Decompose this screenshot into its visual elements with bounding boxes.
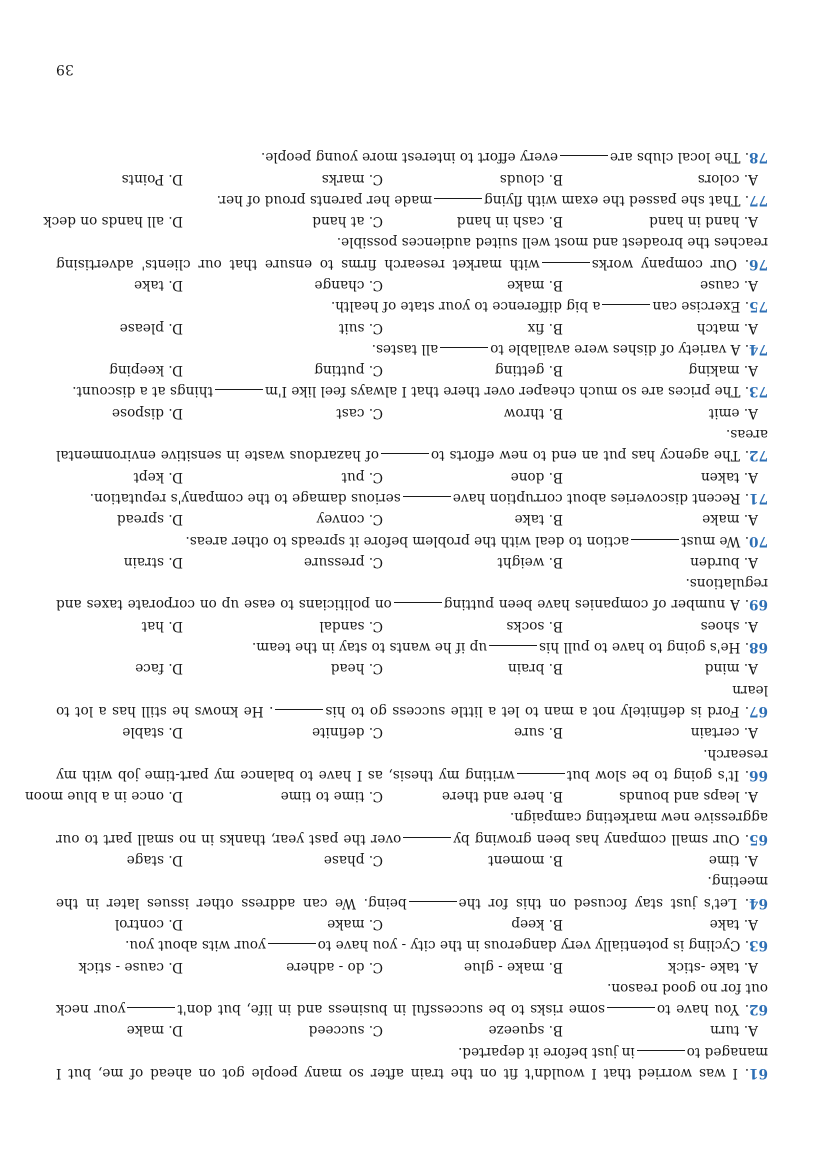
answer-option: C. cast <box>336 404 383 421</box>
answer-option: B. make - glue <box>464 958 563 975</box>
question-text-part: A number of companies have been putting <box>443 596 740 613</box>
question-text-part: serious damage to the company's reputation. <box>89 489 401 506</box>
answer-option: B. clouds <box>499 170 563 187</box>
question-69 <box>56 551 768 615</box>
answer-option: D. kept <box>133 468 183 485</box>
question-text: 67. Ford is definitely not a man to let a little success go to his. He knows he still has a lot to learn <box>56 681 768 719</box>
question-number: 68 <box>749 639 768 656</box>
question-number: 67 <box>749 702 768 719</box>
question-70 <box>56 508 768 551</box>
answer-option: D. cause - stick <box>78 958 183 975</box>
answer-options <box>56 402 768 423</box>
question-text: 78. The local clubs areevery effort to interest more young people. <box>260 149 768 166</box>
answer-blank <box>403 837 451 838</box>
answer-option: B. here and there <box>442 788 563 805</box>
answer-options <box>43 210 768 231</box>
answer-blank <box>215 390 263 391</box>
question-number: 78 <box>749 149 768 166</box>
answer-option: B. keep <box>511 915 563 932</box>
answer-options <box>56 359 768 380</box>
answer-blank <box>603 304 651 305</box>
question-number: 72 <box>749 447 768 464</box>
question-text-part: You have to <box>656 1001 740 1018</box>
question-text-part: That she passed the exam with flying <box>484 191 741 208</box>
question-number: 75 <box>749 298 768 315</box>
question-text-part: with market research firms to ensure that our clients' advertising reaches the broadest and most well suited audiences possible. <box>56 234 768 272</box>
question-text-part: writing my thesis, as I have to balance my part-time job with my research. <box>56 745 768 783</box>
question-text-part: We must <box>681 532 741 549</box>
answer-option: C. time to time <box>280 788 383 805</box>
question-number: 70 <box>749 532 768 549</box>
answer-option: A. make <box>702 511 758 528</box>
answer-option: C. do - adhere <box>286 958 383 975</box>
question-67 <box>56 657 768 721</box>
question-62 <box>56 955 768 1019</box>
answer-option: B. brain <box>507 660 563 677</box>
question-text: 66. It's going to be slow butwriting my thesis, as I have to balance my part-time job with my research. <box>56 745 768 783</box>
question-78 <box>56 146 768 167</box>
answer-option: B. fix <box>527 319 563 336</box>
answer-option: A. emit <box>708 404 758 421</box>
answer-option: A. take <box>709 915 758 932</box>
answer-option: C. definite <box>312 724 383 741</box>
answer-option: B. done <box>510 468 563 485</box>
question-66 <box>56 721 768 785</box>
question-text-part: A variety of dishes were available to <box>490 340 741 357</box>
answer-option: D. make <box>126 1022 183 1039</box>
answer-options <box>56 465 768 486</box>
question-text-part: made her parents proud of her. <box>216 191 433 208</box>
answer-option: C. make <box>327 915 383 932</box>
question-text: 64. Let's just stay focused on this for thebeing. We can address other issues later in the meeting. <box>56 873 768 911</box>
question-68 <box>56 614 768 657</box>
answer-option: A. burden <box>690 553 758 570</box>
answer-option: B. getting <box>494 362 563 379</box>
answer-option: D. take <box>134 277 183 294</box>
answer-option: D. all hands on deck <box>43 213 183 230</box>
answer-blank <box>542 262 590 263</box>
question-74 <box>56 316 768 359</box>
answer-option: D. hat <box>141 617 183 634</box>
question-61 <box>56 1019 768 1083</box>
answer-option: C. change <box>314 277 383 294</box>
answer-options <box>56 274 768 295</box>
question-text: 70. We mustaction to deal with the problem before it spreads to other areas. <box>185 532 768 549</box>
question-text-part: Our small company has been growing by <box>453 830 740 847</box>
answer-option: D. face <box>135 660 183 677</box>
answer-option: B. weight <box>497 553 563 570</box>
answer-option: B. cash in hand <box>456 213 563 230</box>
answer-options <box>56 913 768 934</box>
answer-options <box>56 167 768 188</box>
question-text-part: The local clubs are <box>609 149 741 166</box>
answer-blank <box>560 155 608 156</box>
question-text-part: I was worried that I wouldn't fit on the train after so many people got on ahead of me, but I managed to <box>56 1043 768 1081</box>
question-75 <box>56 274 768 317</box>
question-text-part: Exercise can <box>652 298 741 315</box>
question-number: 69 <box>749 596 768 613</box>
answer-option: A. cause <box>700 277 758 294</box>
question-65 <box>24 785 768 849</box>
answer-options <box>24 785 768 806</box>
question-number: 63 <box>749 937 768 954</box>
question-text-part: all tastes. <box>371 340 439 357</box>
question-text-part: some risks to be successful in business and in life, but don't <box>177 1001 605 1018</box>
question-63 <box>56 913 768 956</box>
question-text-part: The prices are so much cheaper over there that I always feel like I'm <box>264 383 741 400</box>
question-list <box>24 146 768 1083</box>
question-number: 65 <box>749 830 768 847</box>
answer-option: D. control <box>114 915 183 932</box>
question-text-part: He's going to have to pull his <box>539 639 741 656</box>
question-text-part: over the past year, thanks in no small part to our aggressive new marketing campaign. <box>56 809 768 847</box>
question-77 <box>56 167 768 210</box>
answer-blank <box>517 773 565 774</box>
question-text: 77. That she passed the exam with flyingmade her parents proud of her. <box>216 191 768 208</box>
answer-blank <box>403 496 451 497</box>
question-text-part: . He knows he still has a lot to learn <box>56 681 768 719</box>
question-text: 75. Exercise cana big difference to your state of health. <box>330 298 768 315</box>
answer-option: D. once in a blue moon <box>24 788 183 805</box>
question-text: 61. I was worried that I wouldn't fit on the train after so many people got on ahead of me, but I managed toin just before it departed. <box>56 1043 768 1081</box>
question-text: 71. Recent discoveries about corruption haveserious damage to the company's reputation. <box>89 489 768 506</box>
answer-option: C. head <box>330 660 383 677</box>
answer-option: A. shoes <box>700 617 758 634</box>
answer-options <box>56 551 768 572</box>
question-72 <box>56 402 768 466</box>
question-71 <box>56 465 768 508</box>
question-number: 77 <box>749 191 768 208</box>
answer-option: B. socks <box>506 617 563 634</box>
question-number: 76 <box>749 255 768 272</box>
answer-blank <box>409 901 457 902</box>
answer-options <box>56 508 768 529</box>
answer-option: D. strain <box>123 553 183 570</box>
answer-blank <box>489 645 537 646</box>
question-text: 68. He's going to have to pull hisup if he wants to stay in the team. <box>251 639 768 656</box>
question-text: 74. A variety of dishes were available toall tastes. <box>371 340 768 357</box>
question-text-part: in just before it departed. <box>458 1043 635 1060</box>
question-number: 64 <box>749 894 768 911</box>
answer-blank <box>394 602 442 603</box>
question-text: 62. You have tosome risks to be successful in business and in life, but don'tyour neck out for no good reason. <box>56 979 768 1018</box>
question-text-part: being. We can address other issues later in the meeting. <box>56 873 768 911</box>
question-text-part: your wits about you. <box>125 937 266 954</box>
answer-option: C. suit <box>338 319 383 336</box>
answer-blank <box>127 1007 175 1008</box>
question-text-part: Our company works <box>591 255 738 272</box>
question-number: 62 <box>749 1001 768 1018</box>
question-text-part: Cycling is potentially very dangerous in the city - you have to <box>317 937 741 954</box>
question-text: 69. A number of companies have been puttingon politicians to ease up on corporate taxes and regulations. <box>56 575 768 613</box>
answer-option: C. marks <box>321 170 383 187</box>
answer-option: D. Points <box>121 170 183 187</box>
question-number: 66 <box>749 766 768 783</box>
answer-option: D. keeping <box>109 362 183 379</box>
question-text-part: your neck out for no good reason. <box>56 979 768 1018</box>
page-number: 39 <box>56 61 74 78</box>
question-text-part: up if he wants to stay in the team. <box>251 639 488 656</box>
answer-option: B. squeeze <box>488 1022 563 1039</box>
question-text: 72. The agency has put an end to new efforts toof hazardous waste in sensitive environmental areas. <box>56 426 768 464</box>
answer-option: C. phase <box>323 852 383 869</box>
answer-option: A. turn <box>710 1022 758 1039</box>
question-number: 71 <box>749 489 768 506</box>
answer-options <box>56 614 768 635</box>
answer-options <box>56 955 768 976</box>
answer-blank <box>440 347 488 348</box>
answer-options <box>56 316 768 337</box>
answer-option: D. dispose <box>112 404 183 421</box>
answer-option: C. put <box>341 468 383 485</box>
answer-option: C. succeed <box>308 1022 383 1039</box>
answer-option: C. putting <box>314 362 383 379</box>
answer-option: A. mind <box>704 660 758 677</box>
question-text: 76. Our company workswith market research firms to ensure that our clients' advertising reaches the broadest and most well suited audiences possible. <box>56 234 768 272</box>
question-number: 61 <box>749 1065 768 1081</box>
question-text-part: The agency has put an end to new efforts to <box>430 447 740 464</box>
answer-option: D. stable <box>122 724 183 741</box>
question-text-part: of hazardous waste in sensitive environmental areas. <box>56 426 768 464</box>
question-text-part: Recent discoveries about corruption have <box>452 489 741 506</box>
answer-options <box>56 657 768 678</box>
question-text: 65. Our small company has been growing byover the past year, thanks in no small part to our aggressive new marketing campaign. <box>56 809 768 847</box>
question-text: 73. The prices are so much cheaper over there that I always feel like I'mthings at a discount. <box>72 383 768 400</box>
question-text-part: a big difference to your state of health. <box>330 298 601 315</box>
answer-blank <box>434 198 482 199</box>
answer-option: A. match <box>696 319 758 336</box>
question-text-part: Let's just stay focused on this for the <box>458 894 738 911</box>
answer-options <box>56 1019 768 1040</box>
question-number: 73 <box>749 383 768 400</box>
answer-option: C. sandal <box>319 617 383 634</box>
answer-option: A. making <box>688 362 758 379</box>
answer-option: B. sure <box>514 724 563 741</box>
answer-option: B. moment <box>488 852 563 869</box>
answer-blank <box>631 539 679 540</box>
answer-option: A. time <box>708 852 758 869</box>
question-73 <box>56 359 768 402</box>
answer-option: C. pressure <box>303 553 383 570</box>
question-number: 74 <box>749 340 768 357</box>
answer-blank <box>268 943 316 944</box>
answer-option: D. stage <box>126 852 183 869</box>
question-64 <box>56 849 768 913</box>
answer-option: D. please <box>119 319 183 336</box>
answer-option: D. spread <box>116 511 183 528</box>
answer-option: C. convey <box>316 511 383 528</box>
question-76 <box>43 210 768 274</box>
answer-option: A. take -stick <box>668 958 758 975</box>
question-text-part: on politicians to ease up on corporate taxes and regulations. <box>56 575 768 613</box>
question-text-part: things at a discount. <box>72 383 213 400</box>
answer-option: A. taken <box>700 468 758 485</box>
answer-blank <box>381 453 429 454</box>
answer-option: C. at hand <box>312 213 383 230</box>
answer-option: B. make <box>507 277 563 294</box>
answer-options <box>56 849 768 870</box>
answer-option: B. throw <box>503 404 563 421</box>
question-text: 63. Cycling is potentially very dangerous in the city - you have toyour wits about you. <box>125 937 768 954</box>
answer-options <box>56 721 768 742</box>
answer-blank <box>637 1050 685 1051</box>
answer-option: A. leaps and bounds <box>619 788 758 805</box>
answer-option: A. hand in hand <box>649 213 758 230</box>
answer-option: B. take <box>514 511 563 528</box>
answer-blank <box>607 1007 655 1008</box>
question-text-part: Ford is definitely not a man to let a little success go to his <box>325 702 740 719</box>
question-text-part: every effort to interest more young people. <box>260 149 558 166</box>
answer-blank <box>275 709 323 710</box>
question-text-part: action to deal with the problem before it spreads to other areas. <box>185 532 630 549</box>
question-text-part: It's going to be slow but <box>566 766 740 783</box>
answer-option: A. colors <box>697 170 758 187</box>
answer-option: A. certain <box>690 724 758 741</box>
